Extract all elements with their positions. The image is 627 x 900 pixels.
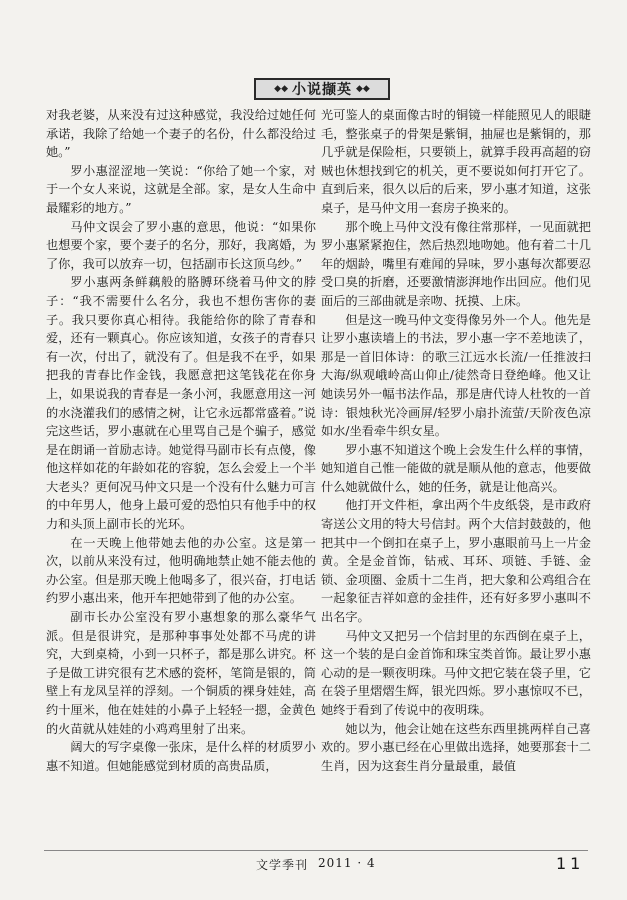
paragraph: 对我老婆，从来没有过这种感觉，我没给过她任何承诺，我除了给她一个妻子的名份，什么都没给过她。”: [46, 108, 316, 160]
paragraph: 马仲文又把另一个信封里的东西倒在桌子上，这一个装的是白金首饰和珠宝类首饰。最让罗小惠心动的是一颗夜明珠。马仲文把它装在袋子里，它在袋子里熠熠生辉，银光四烁。罗小惠惊叹不已，她终于看到了传说中的夜明珠。: [321, 628, 591, 717]
paragraph: 他打开文件柜，拿出两个牛皮纸袋，是市政府寄送公文用的特大号信封。两个大信封鼓鼓的，他把其中一个倒扣在桌子上，罗小惠眼前马上一片金黄。全是金首饰，钻戒、耳环、项链、手链、金锁、金项圈、金质十二生肖，把大象和公鸡组合在一起象征吉祥如意的金挂件，还有好多罗小惠叫不出名字。: [321, 498, 591, 625]
diamond-ornament-right: ◆◆: [356, 84, 370, 94]
paragraph: 阔大的写字桌像一张床，是什么样的材质罗小惠不知道。但她能感觉到材质的高贵品质，: [46, 740, 316, 773]
right-text-column: [321, 106, 591, 846]
left-text-column: [46, 106, 316, 846]
paragraph: 那个晚上马仲文没有像往常那样，一见面就把罗小惠紧紧抱住，然后热烈地吻她。他有着二十几年的烟龄，嘴里有难闻的异味，罗小惠每次都要忍受口臭的折磨，还要激情澎湃地作出回应。他们见面后的三部曲就是亲吻、抚摸、上床。: [321, 219, 591, 308]
footer-rule: [44, 850, 588, 851]
paragraph: 罗小惠不知道这个晚上会发生什么样的事情，她知道自己惟一能做的就是顺从他的意志，他要做什么她就做什么，她的任务，就是让他高兴。: [321, 442, 591, 494]
paragraph: 副市长办公室没有罗小惠想象的那么豪华气派。但是很讲究，是那种事事处处都不马虎的讲究，大到桌椅，小到一只杯子，都是那么讲究。杯子是做工讲究很有艺术感的瓷杯，笔筒是银的，筒壁上有龙凤呈祥的浮刻。一个铜质的裸身娃娃，高约十厘米，他在娃娃的小鼻子上轻轻一摁，金黄色的火苗就从娃娃的小鸡鸡里射了出来。: [46, 610, 316, 736]
paragraph: 罗小惠两条鲜藕般的胳膊环绕着马仲文的脖子：“我不需要什么名分，我也不想伤害你的妻子。我只要你真心相待。我能给你的除了青春和爱，还有一颗真心。你应该知道，女孩子的青春只有一次，付出了，就没有了。但是我不在乎，如果把我的青春比作金钱，我愿意把这笔钱花在你身上，如果说我的青春是一条小河，我愿意用这一河的水浇灌我们的感情之树，让它永远都常盛着。”说完这些话，罗小惠就在心里骂自己是个骗子，感觉是在朗诵一首励志诗。她觉得马副市长有点傻，像他这样如花的年龄如花的容貌，怎么会爱上一个半大老头？更何况马仲文只是一个没有什么魅力可言的中年男人，他身上最可爱的恐怕只有他手中的权力和头顶上副市长的光环。: [46, 275, 316, 532]
paragraph: 但是这一晚马仲文变得像另外一个人。他先是让罗小惠读墙上的书法，罗小惠一字不差地读了，那是一首旧体诗：的歌三江远水长流/一任推波扫大海/纵观峨岭高山仰止/徒然奇日登绝峰。他又让她读另外一幅书法作品，那是唐代诗人杜牧的一首诗：银烛秋光冷画屏/轻罗小扇扑流萤/天阶夜色凉如水/坐看牵牛织女星。: [321, 312, 591, 439]
paragraph: 马仲文误会了罗小惠的意思，他说：“如果你也想要个家，要个妻子的名分，那好，我离婚，为了你，我可以放弃一切，包括副市长这顶乌纱。”: [46, 219, 316, 271]
paragraph: 罗小惠涩涩地一笑说：“你给了她一个家，对于一个女人来说，这就是全部。家，是女人生命中最耀彩的地方。”: [46, 163, 316, 215]
paragraph: 光可鉴人的桌面像古时的铜镜一样能照见人的眼睫毛，整张桌子的骨架是紫铜，抽屉也是紫铜的，那几乎就是保险柜，只要锁上，就算手段再高超的窃贼也休想找到它的机关，更不要说如何打开它了。直到后来，很久以后的后来，罗小惠才知道，这张桌子，是马仲文用一套房子换来的。: [321, 108, 591, 215]
page-footer: [0, 856, 627, 876]
paragraph: 她以为，他会让她在这些东西里挑两样自己喜欢的。罗小惠已经在心里做出选择，她要那套十二生肖，因为这套生肖分量最重，最值: [321, 721, 591, 773]
issue-number: 2011 · 4: [318, 856, 376, 870]
journal-name: 文学季刊: [256, 858, 309, 872]
paragraph: 在一天晚上他带她去他的办公室。这是第一次，以前从来没有过，他明确地禁止她不能去他的办公室。但是那天晚上他喝多了，很兴奋，打电话约罗小惠出来，他开车把她带到了他的办公室。: [46, 535, 316, 606]
section-title: 小说撷英: [292, 82, 352, 98]
section-banner: [254, 78, 390, 100]
page-number: 11: [556, 854, 585, 873]
diamond-ornament-left: ◆◆: [274, 84, 288, 94]
